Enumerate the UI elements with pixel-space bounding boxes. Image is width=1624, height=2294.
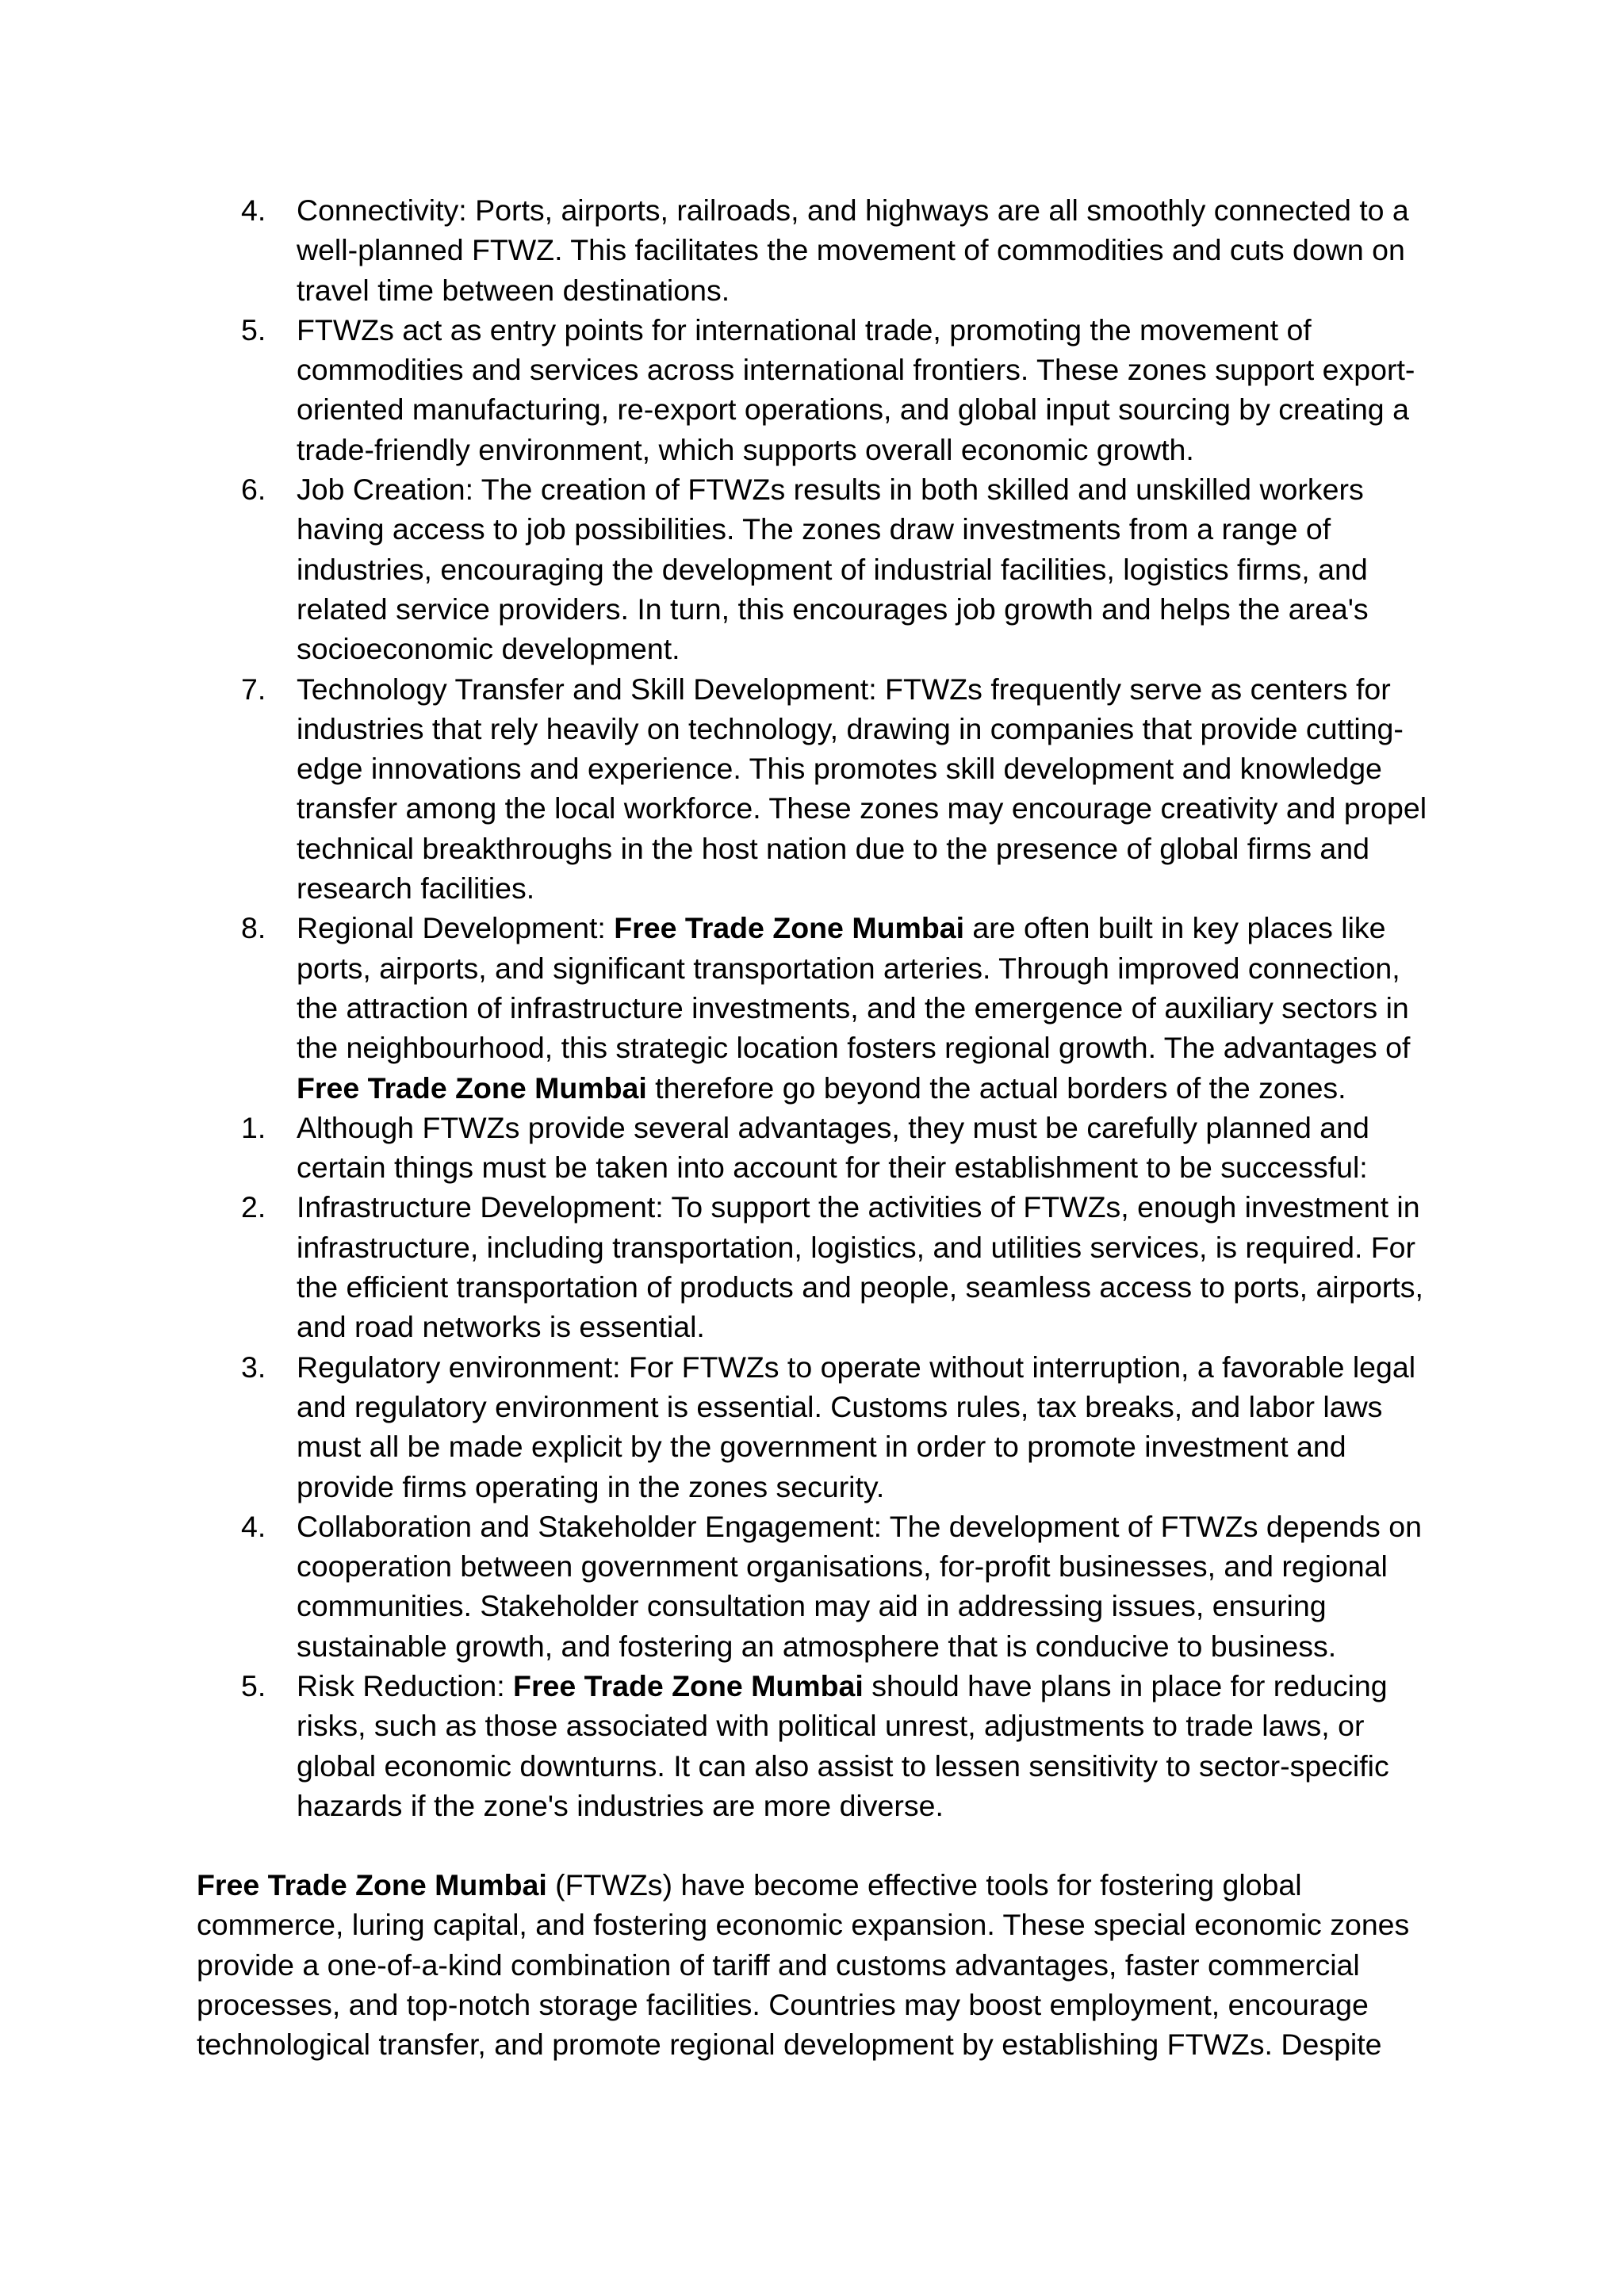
list-item-number: 2. <box>241 1190 266 1224</box>
list-item <box>197 1187 1434 1346</box>
considerations-list <box>197 1108 1434 1825</box>
text-run: Although FTWZs provide several advantages, they must be carefully planned and certain things must be taken into account for their establishment to be successful: <box>297 1110 1369 1185</box>
text-run: (FTWZs) have become effective tools for fostering global commerce, luring capital, and fostering economic expansion. These special economic zones provide a one-of-a-kind combination of tariff and customs advantages, faster commercial processes, and top-notch storage facilities. Countries may boost employment, encourage technological transfer, and promote regional development by establishing FTWZs. Despite <box>197 1868 1410 2062</box>
list-item-number: 5. <box>241 1668 266 1702</box>
list-item-text <box>297 1111 1369 1184</box>
list-item-text <box>297 672 1427 905</box>
list-item-number: 4. <box>241 193 266 227</box>
list-item <box>197 908 1434 1107</box>
bold-text: Free Trade Zone Mumbai <box>614 911 964 945</box>
list-item-text <box>297 1190 1423 1343</box>
text-run: Risk Reduction: <box>297 1668 514 1702</box>
list-item-number: 7. <box>241 672 266 706</box>
closing-paragraph <box>197 1865 1434 2064</box>
text-run: Connectivity: Ports, airports, railroads, and highways are all smoothly connected to a well-planned FTWZ. This facilitates the movement of commodities and cuts down on travel time between destinations. <box>297 193 1409 307</box>
list-item <box>197 1507 1434 1666</box>
benefits-list <box>197 190 1434 1108</box>
document-body <box>197 190 1434 2065</box>
list-item-number: 5. <box>241 312 266 347</box>
text-run: Collaboration and Stakeholder Engagement: The development of FTWZs depends on cooperation between government organisations, for-profit businesses, and regional communities. Stakeholder consultation may aid in addressing issues, ensuring sustainable growth, and fostering an atmosphere that is conducive to business. <box>297 1509 1422 1663</box>
text-run: Infrastructure Development: To support the activities of FTWZs, enough investment in infrastructure, including transportation, logistics, and utilities services, is required. For the efficient transportation of products and people, seamless access to ports, airports, and road networks is essential. <box>297 1190 1423 1344</box>
bold-text: Free Trade Zone Mumbai <box>297 1070 647 1105</box>
bold-text: Free Trade Zone Mumbai <box>513 1668 864 1702</box>
list-item-text <box>297 1669 1389 1822</box>
list-item-text <box>297 1350 1415 1503</box>
bold-text: Free Trade Zone Mumbai <box>197 1868 547 1902</box>
list-item-number: 8. <box>241 911 266 945</box>
list-item <box>197 669 1434 909</box>
text-run: FTWZs act as entry points for international trade, promoting the movement of commodities and services across international frontiers. These zones support export-oriented manufacturing, re-export operations, and global input sourcing by creating a trade-friendly environment, which supports overall economic growth. <box>297 312 1415 466</box>
list-item <box>197 190 1434 310</box>
list-item-number: 6. <box>241 473 266 507</box>
text-run: therefore go beyond the actual borders of the zones. <box>646 1070 1346 1105</box>
list-item-text <box>297 473 1369 665</box>
text-run: Technology Transfer and Skill Development: FTWZs frequently serve as centers for industries that rely heavily on technology, drawing in companies that provide cutting-edge innovations and experience. This promotes skill development and knowledge transfer among the local workforce. These zones may encourage creativity and propel technical breakthroughs in the host nation due to the presence of global firms and research facilities. <box>297 672 1427 906</box>
text-run: Regulatory environment: For FTWZs to operate without interruption, a favorable legal and regulatory environment is essential. Customs rules, tax breaks, and labor laws must all be made explicit by the government in order to promote investment and provide firms operating in the zones security. <box>297 1350 1416 1503</box>
text-run: should have plans in place for reducing risks, such as those associated with political unrest, adjustments to trade laws, or global economic downturns. It can also assist to lessen sensitivity to sector-specific hazards if the zone's industries are more diverse. <box>297 1668 1389 1822</box>
list-item <box>197 1108 1434 1188</box>
text-run: Job Creation: The creation of FTWZs results in both skilled and unskilled workers having access to job possibilities. The zones draw investments from a range of industries, encouraging the development of industrial facilities, logistics firms, and related service providers. In turn, this encourages job growth and helps the area's socioeconomic development. <box>297 473 1369 666</box>
list-item-text <box>297 1510 1422 1663</box>
text-run: Regional Development: <box>297 911 615 945</box>
list-item <box>197 1347 1434 1507</box>
list-item-number: 1. <box>241 1110 266 1144</box>
list-item <box>197 1666 1434 1825</box>
list-item-number: 4. <box>241 1509 266 1543</box>
list-item <box>197 310 1434 469</box>
list-item-text <box>297 193 1409 307</box>
list-item <box>197 469 1434 668</box>
list-item-number: 3. <box>241 1350 266 1384</box>
text-run: are often built in key places like ports, airports, and significant transportation arteries. Through improved connection, the attraction of infrastructure investments, and the emergence of auxiliary sectors in the neighbourhood, this strategic location fosters regional growth. The advantages of <box>297 911 1411 1065</box>
list-item-text <box>297 911 1410 1104</box>
list-item-text <box>297 313 1415 466</box>
